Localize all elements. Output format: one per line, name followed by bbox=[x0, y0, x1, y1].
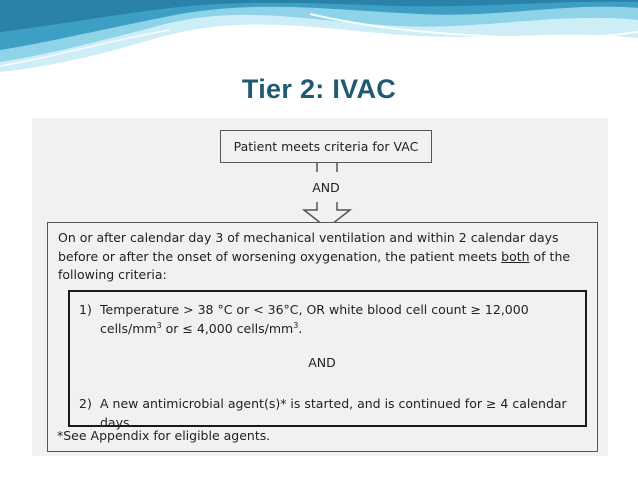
intro-part2: of the following criteria: bbox=[58, 248, 571, 282]
intro-text bbox=[58, 229, 588, 285]
slide-title: Tier 2: IVAC bbox=[241, 74, 397, 104]
top-criteria-box: Patient meets criteria for VAC bbox=[220, 130, 432, 163]
inner-and-label: AND bbox=[308, 355, 336, 370]
criterion-1-text: Temperature > 38 °C or < 36°C, OR white blood cell count ≥ 12,000 cells/$mm^3$ or ≤ 4,000 cells/$mm^3$. bbox=[100, 302, 529, 336]
criterion-2 bbox=[79, 394, 584, 430]
header-wave-decoration bbox=[0, 0, 638, 80]
criterion-2-text: A new antimicrobial agent(s)* is started, and is continued for ≥ 4 calendar days. bbox=[100, 396, 567, 430]
criterion-1 bbox=[79, 300, 584, 340]
criterion-1-number: 1) bbox=[79, 302, 92, 317]
intro-part1: On or after calendar day 3 of mechanical ventilation and within 2 calendar days before or after the onset of worsening oxygenation, the patient meets bbox=[58, 230, 559, 264]
criterion-2-number: 2) bbox=[79, 396, 92, 411]
connector-label: AND bbox=[312, 180, 340, 195]
intro-emphasis: both bbox=[501, 248, 530, 264]
footnote: *See Appendix for eligible agents. bbox=[57, 428, 271, 443]
